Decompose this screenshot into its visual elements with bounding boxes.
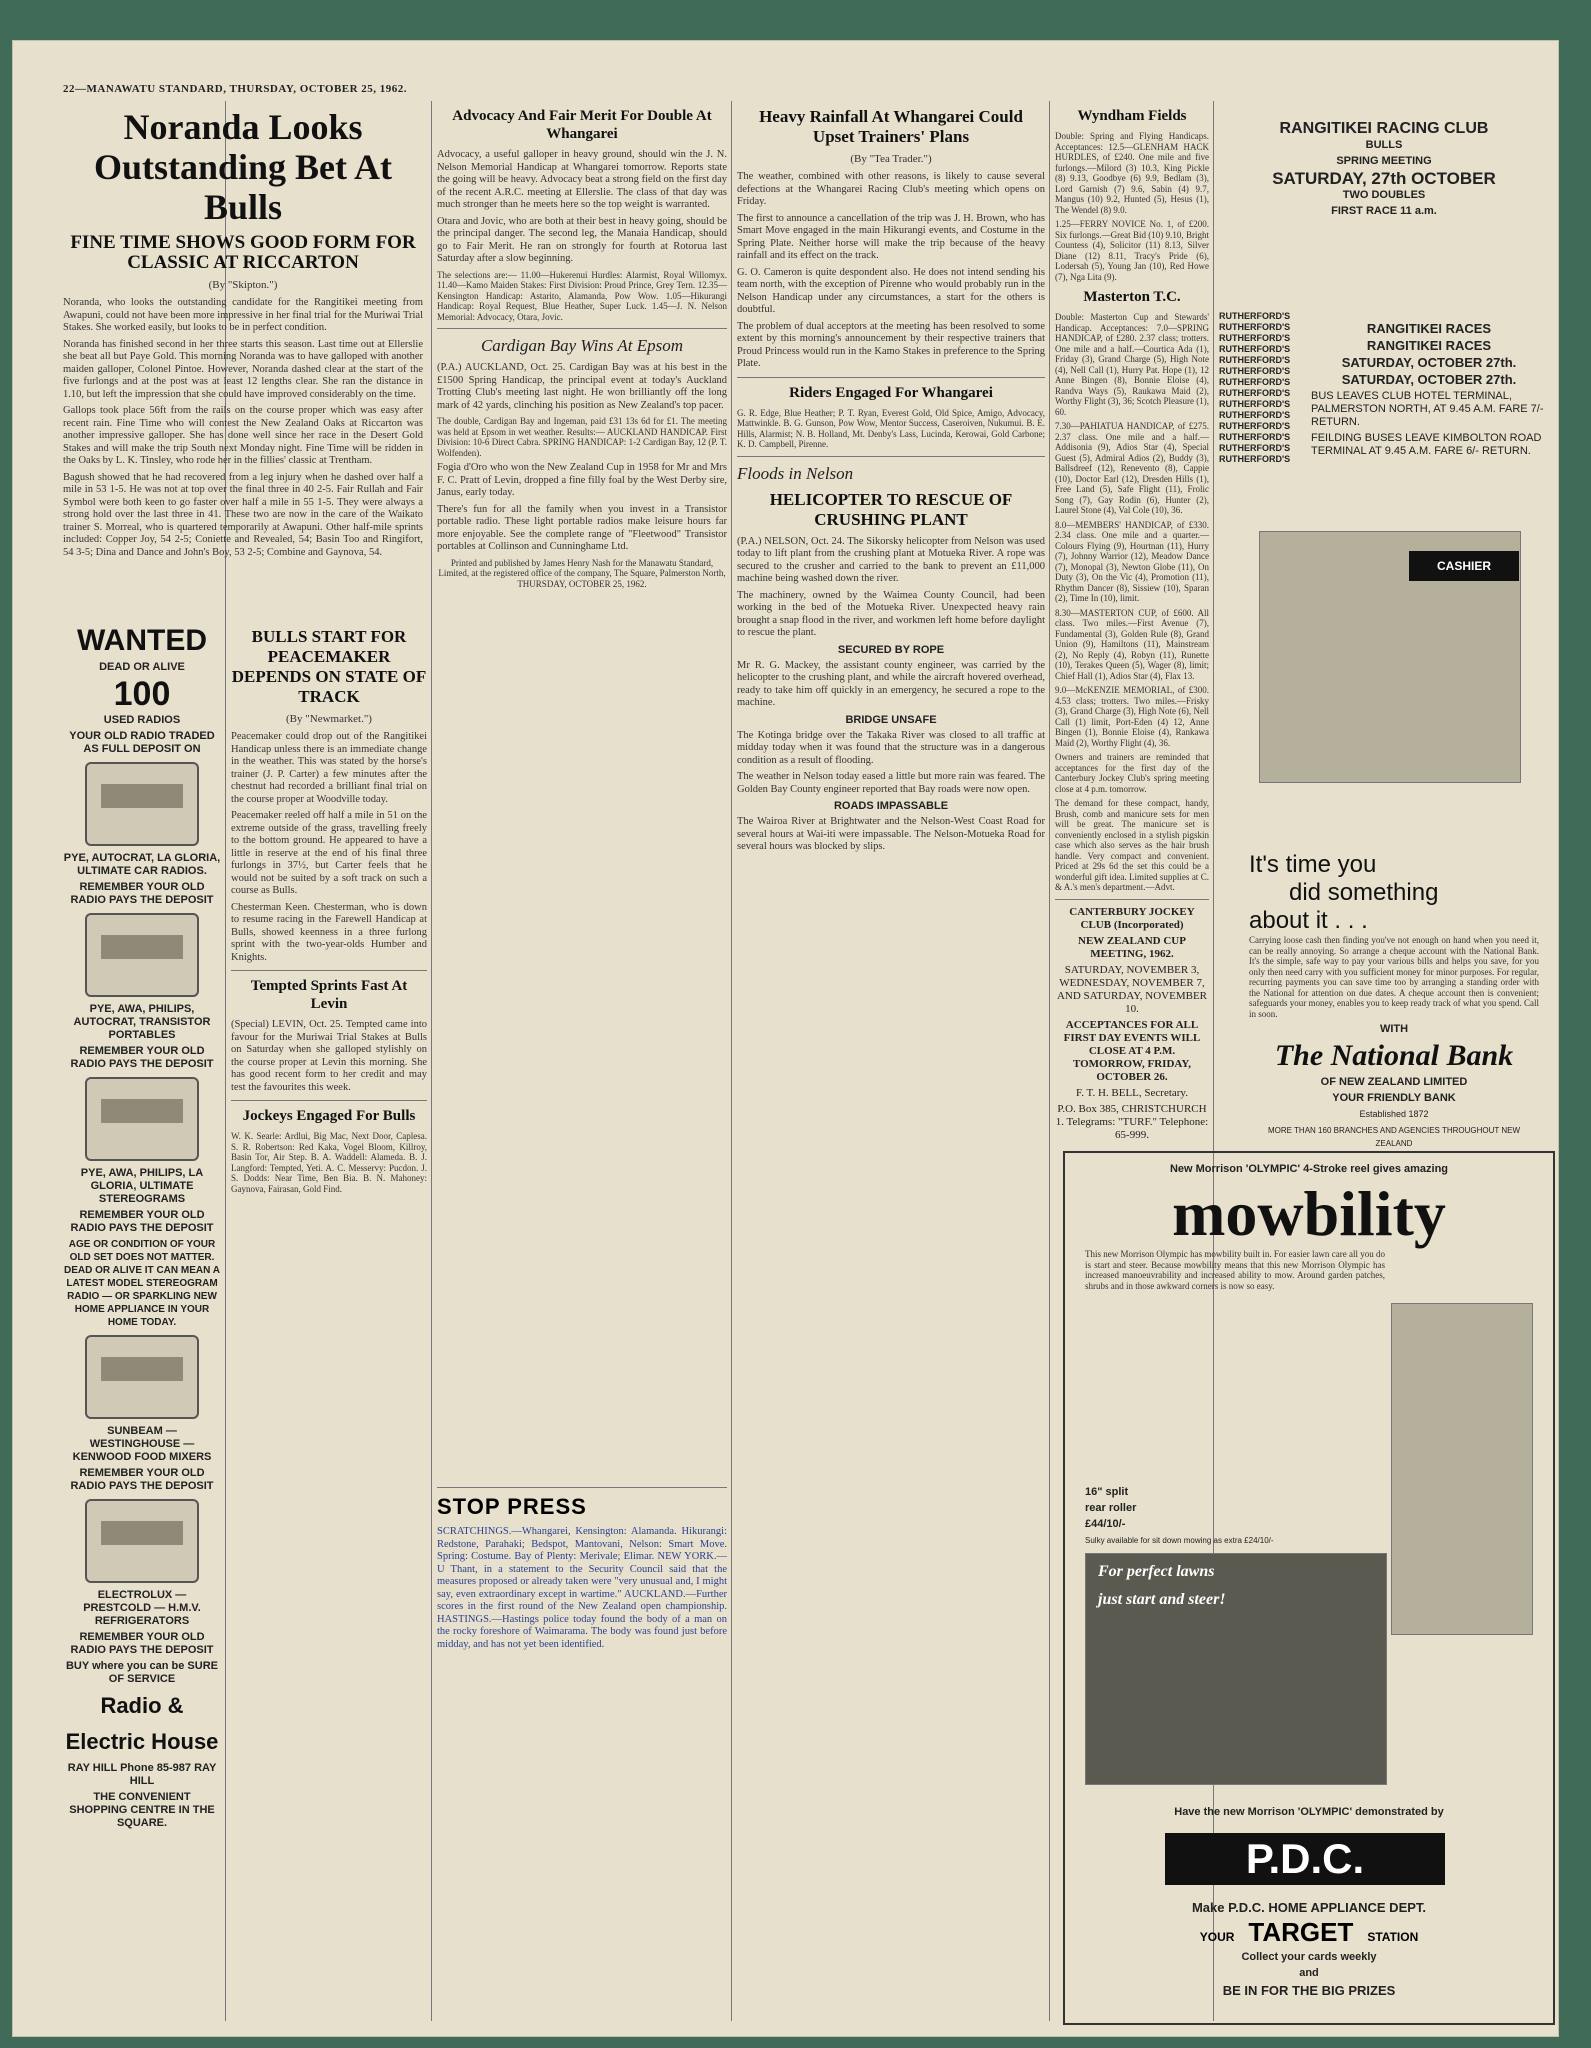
rutherford-name: RUTHERFORD'S <box>1219 344 1291 354</box>
rainfall-byline: (By "Tea Trader.") <box>850 153 932 165</box>
price-spec: rear roller <box>1085 1502 1137 1514</box>
race-acceptances-column <box>1055 101 1209 1161</box>
rutherford-ad <box>1219 311 1549 491</box>
racing-club-first-race: FIRST RACE 11 a.m. <box>1331 205 1437 217</box>
story-paragraph: The Kotinga bridge over the Takaka River was closed to all traffic at midday today when it was found that the structure was in a dangerous condition as a result of flooding. <box>737 729 1045 766</box>
heavy-rainfall-column <box>737 101 1045 2021</box>
lead-byline: (By "Skipton.") <box>208 279 278 291</box>
rutherford-name: RUTHERFORD'S <box>1219 399 1291 409</box>
mower-man-image <box>1391 1303 1533 1635</box>
story-paragraph: The Wairoa River at Brightwater and the Nelson-West Coast Road for several hours at Wai-iti were impassable. The Nelson-Motueka Road for several hours was blocked by slips. <box>737 816 1045 852</box>
lead-story <box>63 101 423 621</box>
rutherford-name: RUTHERFORD'S <box>1219 388 1291 398</box>
racing-club-date: SATURDAY, 27th OCTOBER <box>1272 169 1496 188</box>
newspaper-page <box>12 40 1559 2037</box>
wanted-reminder: REMEMBER YOUR OLD RADIO PAYS THE DEPOSIT <box>70 1045 214 1070</box>
wanted-buy: BUY where you can be SURE OF SERVICE <box>65 1660 218 1685</box>
story-paragraph: The problem of dual acceptors at the meeting has been resolved to some extent by this morning's announcement by their respective trainers that Proud Princess would run in the Kamo Stakes in preference to the Spring Plate. <box>737 320 1045 369</box>
page-header: 22—MANAWATU STANDARD, THURSDAY, OCTOBER 25, 1962. <box>63 83 408 95</box>
price-terms: Sulky available for sit down mowing as extra £24/10/- <box>1085 1536 1274 1545</box>
promo-text: For perfect lawns <box>1098 1563 1215 1580</box>
helicopter-headline: HELICOPTER TO RESCUE OF CRUSHING PLANT <box>769 489 1013 529</box>
divider <box>1055 899 1209 900</box>
section-subhead: ROADS IMPASSABLE <box>833 800 949 812</box>
rutherford-bus: FEILDING BUSES LEAVE KIMBOLTON ROAD TERMINAL AT 9.45 A.M. FARE 6/- RETURN. <box>1311 432 1542 457</box>
divider <box>231 1100 427 1101</box>
divider <box>737 377 1045 378</box>
story-paragraph: Double: Masterton Cup and Stewards' Handicap. Acceptances: 7.0—SPRING HANDICAP, of £280. 2.37 class; trotters. One mile and a half.—Courtica Ada (1), Friday (3), Grand Charge (5), High Note (4), Nell Call (1), Hurry Pat. Hope (1), 12 Anne Bingen (8), Bonnie Eloise (4), Randva Ways (5), Raukawa Maid (2), Worthy Flight (3), 36; Scotch Pleasure (1), 60. <box>1055 312 1209 417</box>
bank-footer: MORE THAN 160 BRANCHES AND AGENCIES THROUGHOUT NEW ZEALAND <box>1267 1126 1521 1148</box>
racing-club-venue: BULLS <box>1365 139 1403 151</box>
bank-established: Established 1872 <box>1359 1109 1429 1119</box>
section-subhead: SECURED BY ROPE <box>837 643 945 656</box>
bank-body: Carrying loose cash then finding you've not enough on hand when you need it, can be really annoying. So arrange a cheque account with the National Bank. It's the simple, safe way to pay your various bills and helps you save, for you only then need carry with you sufficient money for minor purposes. For regular, recurring payments you can save time too by arranging a standing order with the National for attention on due dates. A cheque account then is convenient; safeguards your money, enables you to keep ready track of what you spend. Call in soon. <box>1249 935 1539 1019</box>
peacemaker-headline: BULLS START FOR PEACEMAKER DEPENDS ON STATE OF TRACK <box>231 627 427 706</box>
story-paragraph: Fogia d'Oro who won the New Zealand Cup in 1958 for Mr and Mrs F. C. Pratt of Levin, dropped a fine filly foal by the West Derby sire, Janus, early today. <box>437 462 727 498</box>
imprint: Printed and published by James Henry Nash for the Manawatu Standard, Limited, at the registered office of the company, The Square, Palmerston North, THURSDAY, OCTOBER 25, 1962. <box>438 557 726 589</box>
pdc-logo: P.D.C. <box>1165 1833 1445 1885</box>
cjc-notice: SATURDAY, NOVEMBER 3, WEDNESDAY, NOVEMBER 7, AND SATURDAY, NOVEMBER 10. <box>1056 963 1208 1015</box>
lead-subhead: FINE TIME SHOWS GOOD FORM FOR CLASSIC AT RICCARTON <box>70 232 416 273</box>
wanted-item: ELECTROLUX — PRESTCOLD — H.M.V. REFRIGERATORS <box>83 1589 201 1627</box>
refrigerator-image <box>85 1499 199 1583</box>
story-paragraph: W. K. Searle: Ardlui, Big Mac, Next Door, Caplesa. S. R. Robertson: Red Kaka, Vogel Bloom, Killroy, Basin Tor, Air Step. B. A. Waddell: Alameda. B. J. Langford: Tempted, Yeti. A. C. Messervy: Pucdon. J. S. Dodds: Near Time, Ben Bia. B. N. Mahoney: Gaynova, Fairasan, Gold Find. <box>231 1131 427 1194</box>
rutherford-event: RANGITIKEI RACES <box>1366 338 1492 353</box>
rutherford-name: RUTHERFORD'S <box>1219 311 1291 321</box>
morrison-have: Have the new Morrison 'OLYMPIC' demonstrated by <box>1174 1806 1444 1818</box>
rutherford-event: RANGITIKEI RACES <box>1366 321 1492 336</box>
story-paragraph: (P.A.) NELSON, Oct. 24. The Sikorsky helicopter from Nelson was used today to lift plant from the crushing plant at Motueka River. A rope was secured to the crusher and carried to the bank to prevent an £11,000 machine being washed down the river. <box>737 535 1045 584</box>
racing-club-ad <box>1219 101 1549 301</box>
divider <box>437 328 727 329</box>
peacemaker-byline: (By "Newmarket.") <box>286 713 372 725</box>
story-paragraph: 7.30—PAHIATUA HANDICAP, of £275. 2.37 class. One mile and a half.—Addisonia (9), Adios Star (4), Special Guest (5), Admiral Adios (2), Buddy (3), Ballsdreef (12), Renevento (8), Cappie (10), Doctor Earl (12), Dresden Hills (1), Free Land (5), Safe Flight (11), Frolic Song (7), Gay Rodin (6), Hunter (2), Laurel Stone (4), Val Cole (10), 36. <box>1055 421 1209 515</box>
pdc-target: TARGET <box>1248 1917 1354 1947</box>
morrison-mower-ad <box>1063 1151 1555 2025</box>
lead-headline: Noranda Looks Outstanding Bet At Bulls <box>93 107 393 227</box>
car-radio-image <box>85 762 199 846</box>
racing-club-doubles: TWO DOUBLES <box>1342 189 1426 201</box>
story-paragraph: The selections are:— 11.00—Hukerenui Hurdles: Alarmist, Royal Willomyx. 11.40—Kamo Maiden Stakes: First Division: Proud Prince, Grey Tern. 12.35—Kensington Handicap: Astarito, Alamanda, Pow Wow. 1.05—Hikurangi Handicap: Royal Request, Blue Heather, Super Luck. 1.45—J. N. Nelson Memorial: Advocacy, Otara, Jovic. <box>437 269 727 322</box>
pdc-station: STATION <box>1367 1930 1419 1944</box>
story-paragraph: Peacemaker reeled off half a mile in 51 on the extreme outside of the grass, travelling freely to the bottom ground. He appeared to have a little in reserve at the end of his final three furlongs in 37½, but Carter feels that he would not be suited by a soft track on such a course as Bulls. <box>231 810 427 896</box>
lead-paragraph: Noranda, who looks the outstanding candidate for the Rangitikei meeting from Awapuni, could not have been more impressive in her final trial for the Muriwai Trial Stakes. She worked easily, but looks to be in perfect condition. <box>63 297 423 333</box>
story-paragraph: 9.0—McKENZIE MEMORIAL, of £300. 4.53 class; trotters. Two miles.—Frisky (3), Grand Charge (3), High Note (6), Nell Call (1) limit, Port-Eden (4) 12, Anne Bingen (1), Bonnie Eloise (4), Rankawa Maid (2), Worthy Flight (4), 36. <box>1055 685 1209 748</box>
promo-text: just start and steer! <box>1098 1591 1226 1608</box>
cjc-notice: P.O. Box 385, CHRISTCHURCH 1. Telegrams: "TURF." Telephone: 65-999. <box>1055 1102 1209 1141</box>
peacemaker-story <box>231 621 427 2021</box>
bank-with: WITH <box>1379 1023 1409 1035</box>
wanted-item: PYE, AWA, PHILIPS, AUTOCRAT, TRANSISTOR PORTABLES <box>73 1003 211 1041</box>
pdc-prizes: BE IN FOR THE BIG PRIZES <box>1222 1983 1396 1998</box>
story-paragraph: The first to announce a cancellation of the trip was J. H. Brown, who has Smart Move engaged in the main Hikurangi events, and Costume in the Spring Plate. Neither horse will make the trip because of the heavy rainfall and its effect on the track. <box>737 212 1045 261</box>
story-paragraph: The demand for these compact, handy, Brush, comb and manicure sets for men will be great. The manicure set is conveniently enclosed in a stylish pigskin case which also serves as the hair brush handle. Very compact and convenient. Priced at 29s 6d the set this could be a wonderful gift idea. Limited supplies at C. & A.'s men's department.—Advt. <box>1055 798 1209 892</box>
lead-paragraph: Bagush showed that he had recovered from a leg injury when he dashed over half a mile in 53 1-5. He was not at top over the final three in 40 2-5. Fair Rullah and Fair Symbol were both keen to go faster over half a mile in 55 1-5. They were always a strong hold over the last three in 41. These two are now in the care of the Waikato trainer S. Morreal, who is quartered temporarily at Awapuni. Other half-mile sprints included: Copper Joy, 54 2-5; Coniette and Revealed, 54; Basin Too and Ringifort, 54 3-5; Dina and Dance and John's Boy, 53 2-5; Combine and Gaynova, 54. <box>63 471 423 558</box>
wanted-count: 100 <box>113 675 171 713</box>
levin-headline: Tempted Sprints Fast At Levin <box>250 978 408 1012</box>
bank-sub: OF NEW ZEALAND LIMITED <box>1320 1076 1468 1088</box>
rutherford-bus: BUS LEAVES CLUB HOTEL TERMINAL, PALMERSTON NORTH, AT 9.45 A.M. FARE 7/- RETURN. <box>1311 390 1544 428</box>
wanted-item: SUNBEAM — WESTINGHOUSE — KENWOOD FOOD MIXERS <box>72 1425 212 1463</box>
story-paragraph: Peacemaker could drop out of the Rangitikei Handicap unless there is an immediate change in the weather. This was stated by the horse's trainer (J. P. Carter) a few minutes after the chestnut had recorded a brilliant final trial on the course proper at Woodville today. <box>231 731 427 805</box>
divider <box>737 456 1045 457</box>
price-spec: 16" split <box>1085 1486 1129 1498</box>
mowbility-word: mowbility <box>1172 1178 1446 1249</box>
wyndham-headline: Wyndham Fields <box>1077 108 1187 124</box>
story-paragraph: G. R. Edge, Blue Heather; P. T. Ryan, Everest Gold, Old Spice, Amigo, Advocacy, Mattwinkle. B. G. Gunson, Pow Wow, Mentor Success, Caseroiven, Nukumui. B. E. Hills, Alarmist; N. B. Holland, Mt. Denby's Lass, Lucinda, Kerowai, Gold Carbone; K. D. Campbell, Pirenne. <box>737 407 1045 449</box>
transistor-image <box>85 913 199 997</box>
divider <box>437 1487 727 1488</box>
rutherford-name: RUTHERFORD'S <box>1219 443 1291 453</box>
wanted-reminder: REMEMBER YOUR OLD RADIO PAYS THE DEPOSIT <box>70 1209 214 1234</box>
pdc-collect: Collect your cards weekly <box>1241 1951 1377 1963</box>
wanted-reminder: REMEMBER YOUR OLD RADIO PAYS THE DEPOSIT <box>70 1631 214 1656</box>
cjc-notice: CANTERBURY JOCKEY CLUB (Incorporated) <box>1069 905 1195 931</box>
advocacy-headline: Advocacy And Fair Merit For Double At Whangarei <box>452 108 712 142</box>
story-paragraph: Owners and trainers are reminded that acceptances for the first day of the Canterbury Jockey Club's spring meeting close at 4 p.m. tomorrow. <box>1055 752 1209 794</box>
column-rule <box>1049 101 1050 2021</box>
price: £44/10/- <box>1085 1518 1126 1530</box>
floods-kicker: Floods in Nelson <box>737 463 854 483</box>
rutherford-name: RUTHERFORD'S <box>1219 421 1291 431</box>
story-paragraph: 1.25—FERRY NOVICE No. 1, of £200. Six furlongs.—Great Bid (10) 9.10, Bright Countess (4), Solicitor (11) 8.13, Silver Diane (12) 8.11, Tracy's Pride (6), Lodersah (5), Young Jan (10), Red Howe (7), Nga Lita (9). <box>1055 219 1209 282</box>
rutherford-date: SATURDAY, OCTOBER 27th. <box>1341 372 1517 387</box>
story-paragraph: (P.A.) AUCKLAND, Oct. 25. Cardigan Bay was at his best in the £1500 Spring Handicap, the principal event at today's Auckland Trotting Club's meeting last night. He won brilliantly off the long mark of 42 yards, clinching his position as New Zealand's top pacer. <box>437 362 727 411</box>
pdc-and: and <box>1299 1967 1319 1979</box>
shop-name: Radio & <box>100 1693 184 1718</box>
food-mixer-image <box>85 1335 199 1419</box>
wanted-offer: YOUR OLD RADIO TRADED AS FULL DEPOSIT ON <box>69 730 215 755</box>
wanted-reminder: REMEMBER YOUR OLD RADIO PAYS THE DEPOSIT <box>70 1467 214 1492</box>
story-paragraph: The double, Cardigan Bay and Ingeman, paid £31 13s 6d for £1. The meeting was held at Epsom in wet weather. Results:— AUCKLAND HANDICAP. First Division: 10-6 Direct Cabra. SPRING HANDICAP: 1-2 Cardigan Bay, 12 (P. T. Wolfenden). <box>437 416 727 458</box>
story-paragraph: (Special) LEVIN, Oct. 25. Tempted came into favour for the Muriwai Trial Stakes at Bulls on Saturday when she galloped stylishly on the course proper at Levin this morning. She has good recent form to her credit and may test the favourites this week. <box>231 1019 427 1093</box>
riders-headline: Riders Engaged For Whangarei <box>789 384 993 401</box>
jockeys-headline: Jockeys Engaged For Bulls <box>242 1108 416 1124</box>
rutherford-date: SATURDAY, OCTOBER 27th. <box>1341 355 1517 370</box>
rutherford-name: RUTHERFORD'S <box>1219 454 1291 464</box>
rutherford-name: RUTHERFORD'S <box>1219 410 1291 420</box>
rutherford-name: RUTHERFORD'S <box>1219 355 1291 365</box>
cjc-notice: F. T. H. BELL, Secretary. <box>1076 1086 1188 1099</box>
story-paragraph: The weather in Nelson today eased a little but more rain was feared. The Golden Bay County engineer reported that Bay roads were now open. <box>737 771 1045 795</box>
wanted-note: AGE OR CONDITION OF YOUR OLD SET DOES NOT MATTER. DEAD OR ALIVE IT CAN MEAN A LATEST MODEL STEREOGRAM RADIO — OR SPARKLING NEW HOME APPLIANCE IN YOUR HOME TODAY. <box>64 1239 220 1328</box>
masterton-headline: Masterton T.C. <box>1083 289 1181 305</box>
wanted-item: PYE, AWA, PHILIPS, LA GLORIA, ULTIMATE STEREOGRAMS <box>80 1167 204 1205</box>
rutherford-name: RUTHERFORD'S <box>1219 366 1291 376</box>
stop-press-box <box>437 1481 727 2001</box>
stereogram-image <box>85 1077 199 1161</box>
national-bank-ad <box>1219 501 1549 1148</box>
wanted-subtitle: DEAD OR ALIVE <box>99 661 185 673</box>
rutherford-name: RUTHERFORD'S <box>1219 322 1291 332</box>
wanted-reminder: REMEMBER YOUR OLD RADIO PAYS THE DEPOSIT <box>70 881 214 906</box>
rutherford-name: RUTHERFORD'S <box>1219 432 1291 442</box>
section-subhead: BRIDGE UNSAFE <box>845 713 937 726</box>
column-rule <box>731 101 732 2021</box>
pdc-your: YOUR <box>1199 1930 1235 1944</box>
wanted-radios-ad <box>63 621 221 2021</box>
lawn-promo-image <box>1085 1553 1387 1785</box>
story-paragraph: The weather, combined with other reasons, is likely to cause several defections at the Whangarei Racing Club's meeting which opens on Friday. <box>737 171 1045 207</box>
story-paragraph: Otara and Jovic, who are both at their best in heavy going, should be the principal danger. The second leg, the Manaia Handicap, should go to Fair Merit. He ran on strongly for fourth at Rotorua last Saturday after a slow beginning. <box>437 215 727 264</box>
bank-headline: about it . . . <box>1249 907 1368 934</box>
bank-name: The National Bank <box>1274 1039 1514 1072</box>
bank-headline: did something <box>1289 879 1439 906</box>
story-paragraph: There's fun for all the family when you invest in a Transistor portable radio. These light portable radios make leisure hours far more enjoyable. See the complete range of "Fleetwood" Transistor portables at Collinson and Cunninghame Ltd. <box>437 503 727 552</box>
racing-club-meeting: SPRING MEETING <box>1336 155 1432 167</box>
story-paragraph: Mr R. G. Mackey, the assistant county engineer, was carried by the helicopter to the crushing plant, and while the aircraft hovered overhead, ready to take him off quickly in an emergency, he secured a rope to the machine. <box>737 659 1045 708</box>
story-paragraph: Advocacy, a useful galloper in heavy ground, should win the J. N. Nelson Memorial Handicap at Whangarei tomorrow. Reports state the going will be heavy. Advocacy beat a strong field on the first day of the recent A.R.C. meeting at Ellerslie. The class of that day was much stronger than he meets here so the top weight is warranted. <box>437 149 727 210</box>
cjc-notice: NEW ZEALAND CUP MEETING, 1962. <box>1078 934 1186 960</box>
story-paragraph: G. O. Cameron is quite despondent also. He does not intend sending his team north, with the exception of Pirenne who would probably run in the Nelson Handicap under any circumstances, a start for the others is doubtful. <box>737 266 1045 315</box>
cjc-notice: ACCEPTANCES FOR ALL FIRST DAY EVENTS WILL CLOSE AT 4 P.M. TOMORROW, FRIDAY, OCTOBER 26. <box>1063 1018 1201 1083</box>
story-paragraph: Double: Spring and Flying Handicaps. Acceptances: 12.5—GLENHAM HACK HURDLES, of £240. One mile and five furlongs.—Milord (3) 10.3, King Pickle (8) 9.13, Goodbye (6) 9.9, Bedlam (3), Lord Garnish (7) 9.6, Sabin (4) 9.7, Mangus (10) 9.2, Hunted (5), Hesus (1), The Wendel (8) 9.0. <box>1055 131 1209 215</box>
story-paragraph: 8.30—MASTERTON CUP, of £600. All class. Two miles.—First Avenue (7), Fundamental (3), Golden Rule (8), Grand Union (9), Hamiltons (11), Mainstream (2), No Reply (4), Robyn (11), Runette (10), Terakes Queen (5), Wager (8), limit; Chief Hall (1), Adios Star (4), Flax 13. <box>1055 607 1209 681</box>
story-paragraph: The machinery, owned by the Waimea County Council, had been working in the bed of the Motueka River. Unexpected heavy rain brought a snap flood in the river, and workmen left home before daylight to rescue the plant. <box>737 589 1045 638</box>
bank-headline: It's time you <box>1249 851 1377 878</box>
column-rule <box>431 101 432 2021</box>
racing-club-name: RANGITIKEI RACING CLUB <box>1279 120 1489 137</box>
shop-footer: THE CONVENIENT SHOPPING CENTRE IN THE SQUARE. <box>69 1791 215 1829</box>
bank-tagline: YOUR FRIENDLY BANK <box>1332 1092 1456 1104</box>
story-paragraph: Chesterman Keen. Chesterman, who is down to resume racing in the Farewell Handicap at Bulls, showed keenness in a three furlong sprint with the two-year-olds Humber and Knights. <box>231 901 427 963</box>
wanted-item: PYE, AUTOCRAT, LA GLORIA, ULTIMATE CAR RADIOS. <box>63 852 221 877</box>
shop-name: Electric House <box>65 1729 219 1754</box>
rutherford-name: RUTHERFORD'S <box>1219 377 1291 387</box>
wanted-title: WANTED <box>77 624 207 657</box>
lead-paragraph: Gallops took place 56ft from the rails on the course proper which was easy after recent rain. Fine Time who will contest the New Zealand Oaks at Riccarton was another impressive galloper. She has done well since her race in the Desert Gold Stakes and will make the trip South next Monday night. Fine Time will be ridden in the Oaks by L. K. Tinsley, who rode her in the fillies' classic at Trentham. <box>63 405 423 466</box>
shop-address: RAY HILL Phone 85-987 RAY HILL <box>67 1762 217 1787</box>
stop-press-text: SCRATCHINGS.—Whangarei, Kensington: Alamanda. Hikurangi: Redstone, Parahaki; Bedspot, Mantovani, Nelson: Smart Move. Spring: Costume. Bay of Plenty: Merivale; Elimar. NEW YORK.—U Thant, in a statement to the Security Council said that the measures proposed or already taken were "very unusual and, I might say, even extraordinary except in wartime." AUCKLAND.—Further scores in the first round of the New Zealand open championship. HASTINGS.—Hastings police today found the body of a man on the rocky foreshore of Waimarama. The body was found just before midday, and has not yet been identified. <box>437 1526 727 1650</box>
rainfall-headline: Heavy Rainfall At Whangarei Could Upset Trainers' Plans <box>759 107 1023 146</box>
rutherford-name: RUTHERFORD'S <box>1219 333 1291 343</box>
cardigan-headline: Cardigan Bay Wins At Epsom <box>480 336 684 355</box>
pdc-make: Make P.D.C. HOME APPLIANCE DEPT. <box>1191 1900 1427 1915</box>
lead-paragraph: Noranda has finished second in her three starts this season. Last time out at Ellerslie she beat all but Paye Gold. This morning Noranda was to have galloped with another maiden galloper, Colonel Pintoe. However, Noranda dashed clear at the start of the five furlongs and at the post was at least 12 lengths clear. She ran the distance in 1.10, but left the impression that she could have improved considerably on the time. <box>63 338 423 400</box>
story-paragraph: 8.0—MEMBERS' HANDICAP, of £330. 2.34 class. One mile and a quarter.—Colours Flying (9), Hourtnan (11), Hurry (7), Johnny Warrior (12), Meadow Dance (7), Monopal (3), Newton Globe (11), On Duty (3), On the Vic (4), Promotion (11), Rhythm Dancer (8), Sissiew (10), Sparan (2), Time In (10), limit. <box>1055 519 1209 603</box>
wanted-label: USED RADIOS <box>103 714 181 726</box>
cashier-sign: CASHIER <box>1409 551 1519 581</box>
morrison-body: This new Morrison Olympic has mowbility built in. For easier lawn care all you do is start and steer. Because mowbility means that this new Morrison Olympic has increased manoeuvrability and increased ability to mow. Around garden patches, shrubs and in those awkward corners is now so easy. <box>1085 1249 1385 1291</box>
morrison-top: New Morrison 'OLYMPIC' 4-Stroke reel gives amazing <box>1169 1163 1449 1175</box>
stop-press-title: STOP PRESS <box>437 1494 587 1519</box>
divider <box>231 970 427 971</box>
